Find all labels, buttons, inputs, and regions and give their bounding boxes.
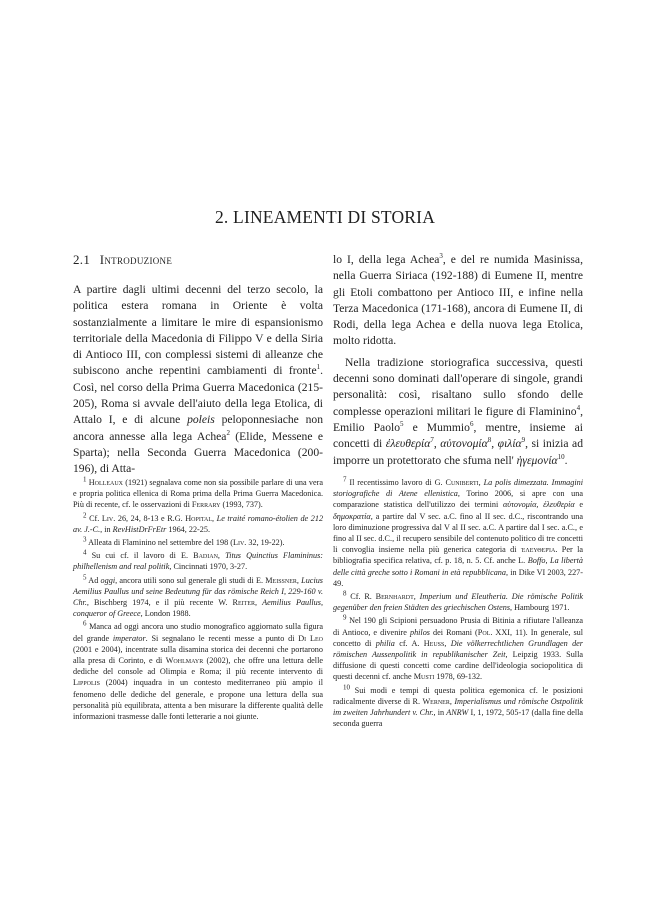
text-run: A partire dagli ultimi decenni del terzo secolo, la politica estera romana in Oriente è volta sostanzialmente a limitare le mire di espansionismo territoriale della Macedonia di Filippo V e della Siria di Antioco III, con complessi sistemi di alleanze che subiscono anche repentini cambiamenti di fronte — [73, 283, 323, 378]
footnote-text: Lucius Aemilius Paullus und seine Bedeutung für das römische Reich I, 229-160 v. Chr. — [73, 575, 323, 608]
text-run: . Così, nel corso della Prima Guerra Macedonica (215-205), Roma si avvale dell'aiuto della lega Etolica, di Attalo I, e di alcune — [73, 364, 323, 427]
footnote-text: , — [449, 696, 455, 706]
footnote-ref: 10 — [557, 452, 565, 461]
text-run: , si inizia ad imporre un protettorato che sfuma nell' — [333, 437, 584, 467]
footnote-text: Dike — [518, 567, 535, 577]
footnote-text: 1978, 69-132. — [434, 672, 483, 682]
section-heading — [73, 252, 323, 268]
footnote-2 — [73, 510, 324, 535]
footnotes-right — [333, 477, 583, 731]
footnote-text: , — [255, 598, 263, 608]
footnote-text: (2001 e 2004), incentrate sulla disamina storica dei decenni che portarono alla presa di Corinto, e di — [73, 644, 323, 666]
greek-term: ἐλευθερία — [385, 437, 431, 451]
text-run: (Elide, Messene e Sparta); nella Seconda Guerra Macedonica (200-196), di Atta- — [73, 429, 323, 476]
footnote-text: XXI, 11). In generale, sul concetto di — [333, 627, 583, 648]
footnote-ref: 1 — [316, 363, 321, 372]
footnote-ref: 3 — [439, 252, 443, 261]
text-run: , Emilio Paolo — [333, 404, 583, 434]
footnote-ref: 2 — [226, 428, 230, 437]
text-run: , — [491, 437, 498, 451]
footnote-text: Le traité romano-étolien de 212 av. J.-C. — [73, 513, 324, 534]
footnote-text: 26, 24, 8-13 e R.G. — [115, 513, 186, 523]
footnote-text: , Hambourg 1971. — [510, 603, 570, 613]
footnote-ref: 6 — [469, 420, 474, 429]
footnote-ref: 7 — [430, 436, 434, 445]
footnote-text: Su cui cf. il lavoro di E. — [91, 551, 194, 561]
footnote-text: VI 2003, 227-49. — [333, 567, 583, 588]
footnote-text: Imperialismus und römische Ostpolitik im zweiten Jahrhundert v. Chr. — [333, 696, 584, 718]
footnote-text: Boffo — [527, 556, 546, 566]
footnote-9 — [333, 615, 583, 682]
footnote-4 — [73, 550, 323, 572]
footnote-text: Manca ad oggi ancora uno studio monografico aggiornato sulla figura del grande — [73, 622, 323, 643]
footnote-number: 8 — [343, 589, 347, 598]
footnote-text: , ancora utili sono sul generale gli studi di E. — [115, 575, 266, 585]
right-column — [333, 252, 583, 469]
text-run: lo I, della lega Achea — [333, 253, 440, 266]
footnote-text: . Per la bibliografia specifica relativa, cf. p. 18, n. 5. Cf. anche L. — [333, 545, 583, 566]
footnote-text: ἐλευθερία — [520, 545, 556, 555]
footnote-text: , Leipzig 1933. Sulla diffusione di questi concetti come cardine dell'ideologia sociopolitica di questi decenni cf. anche — [333, 650, 583, 682]
footnote-text: Holleaux — [88, 478, 124, 487]
footnote-6 — [73, 621, 323, 722]
footnote-ref: 9 — [521, 436, 526, 445]
footnote-number: 1 — [83, 475, 87, 484]
text-run: , e del re numida Masinissa, nella Guerra Siriaca (192-188) di Eumene II, mentre gli Etoli combattono per Antioco III, e infine nella Terza Macedonica (171-168), ancora di Eumene II, di Rodi, della lega Achea e della nuova lega Etolica, molto ridotta. — [333, 253, 583, 348]
footnote-text: 1964, 22-25. — [166, 524, 210, 534]
footnote-text: , — [478, 478, 484, 487]
footnote-text: Cuniberti — [445, 478, 479, 487]
section-number: 2.1 — [73, 252, 91, 267]
footnote-text: Lippolis — [73, 678, 101, 688]
footnote-text: , — [296, 575, 302, 585]
footnote-text: RevHistDrFrEtr — [112, 524, 167, 534]
footnote-text: Ferrary — [191, 500, 221, 510]
footnote-text: δημοκρατία — [333, 511, 371, 521]
greek-term: αὐτονομία — [440, 437, 488, 451]
text-run: peloponnesiache non ancora annesse alla lega Achea — [73, 413, 323, 443]
footnote-ref: 5 — [400, 420, 404, 429]
footnote-text: Nel 190 gli Scipioni persuadono Prusia di Bitinia a rifiutare l'alleanza di Antioco, e divenire — [333, 616, 583, 637]
footnote-text: Die völkerrechtlichen Grundlagen der römischen Aussenpolitik in republikanischer Zeit — [333, 638, 583, 660]
footnote-text: dei Romani ( — [430, 627, 478, 637]
footnote-10 — [333, 682, 584, 730]
footnote-text: Di Leo — [298, 633, 323, 643]
footnote-text: Wohlmayr — [165, 656, 204, 666]
footnote-text: philos — [409, 627, 430, 637]
footnote-text: Musti — [413, 672, 435, 682]
text-run: e Mummio — [403, 420, 470, 434]
footnote-text: , Torino 2006, si apre con una comparazione statistica dell'utilizzo dei termini — [333, 489, 583, 510]
footnote-number: 9 — [343, 613, 347, 622]
footnote-ref: 8 — [487, 436, 492, 445]
footnote-text: Bernhardt — [375, 592, 414, 602]
footnote-text: , in — [100, 524, 113, 534]
footnote-text: , Cincinnati 1970, 3-27. — [169, 562, 248, 572]
footnote-text: Liv. — [232, 538, 247, 548]
footnote-text: , a partire dal V sec. a.C. fino al II sec. d.C., riscontrando una loro diminuzione progressiva dal V al II sec. a.C. A partire dal I sec. a.C., e fino al II sec. d.C., il recupero sensibile del contenuto politico di tre concetti li convoglia insieme nella più generica categoria di — [333, 511, 583, 555]
footnote-text: imperator — [112, 633, 146, 643]
paragraph-continuation — [333, 252, 583, 350]
footnote-number: 4 — [83, 548, 87, 557]
footnote-number: 7 — [343, 475, 347, 484]
footnote-ref: 4 — [576, 403, 581, 412]
footnote-text: , in — [433, 708, 447, 718]
footnote-text: oggi — [100, 575, 116, 585]
footnote-text: Werner — [422, 696, 450, 706]
footnote-text: (1921) segnalava come non sia possibile parlare di una vera e propria politica ellenica di Roma prima della Prima Guerra Macedonica. Più di recente, cf. le osservazioni di — [73, 478, 323, 510]
footnote-text: Titus Quinctius Flamininus: philhellenism and real politik — [73, 551, 324, 572]
footnote-text: , — [545, 556, 551, 566]
footnote-text: , London 1988. — [140, 609, 191, 619]
footnote-text: La libertà delle città greche sotto i Romani in età repubblicana — [333, 556, 584, 577]
footnote-text: (2004) inquadra in un contesto mediterraneo più ampio il fenomeno delle dediche del generale, e propone una lettura della sua personalità più equilibrata, attenta a ben misurare la differente qualità delle informazioni trasmesse dalle fonti letterarie a noi giunte. — [73, 678, 323, 722]
footnote-5 — [73, 572, 324, 620]
footnote-text: Heuss — [423, 638, 445, 648]
footnote-text: Cf. — [89, 513, 102, 523]
footnote-text: La polis dimezzata. Immagini storiografiche di Atene ellenistica — [333, 478, 584, 499]
footnote-text: , — [444, 638, 451, 648]
footnote-text: Sui modi e tempi di questa politica egemonica cf. le posizioni radicalmente diverse di R. — [333, 685, 584, 706]
greek-term: φιλία — [497, 437, 522, 451]
text-run: , mentre, insieme ai concetti di — [333, 420, 583, 451]
footnote-text: Meissner — [265, 575, 297, 585]
footnote-number: 6 — [83, 619, 87, 628]
footnote-text: 32, 19-22). — [246, 538, 285, 548]
paragraph-intro — [73, 282, 323, 478]
footnote-text: Badian — [193, 551, 218, 561]
text-run: . — [564, 453, 568, 467]
footnote-text: , — [212, 513, 217, 523]
footnote-text: Hopital — [185, 513, 213, 523]
emphasis: poleis — [187, 413, 215, 427]
footnote-7 — [333, 477, 583, 589]
text-run: Nella tradizione storiografica successiva, questi decenni sono dominati dall'operare di singole, grandi personalità: così, risaltano sullo sfondo delle complesse operazioni militari le figure di Flaminino — [333, 355, 583, 418]
footnote-text: , — [413, 592, 420, 602]
footnote-text: Imperium und Eleutheria. Die römische Politik gegenüber den freien Städten des griechischen Ostens — [333, 592, 583, 613]
footnote-text: Ad — [88, 575, 101, 585]
section-title: Introduzione — [99, 252, 173, 267]
footnote-8 — [333, 591, 583, 613]
footnote-text: , in — [506, 567, 519, 577]
footnote-text: Aemilius Paullus, conqueror of Greece — [73, 598, 324, 619]
footnote-text: Reiter — [232, 598, 255, 608]
paragraph-tradition — [333, 355, 583, 469]
footnote-text: e — [574, 500, 583, 510]
footnotes-left — [73, 477, 323, 724]
text-run: , — [433, 437, 441, 451]
left-column — [73, 252, 323, 478]
footnote-text: (1993, 737). — [220, 500, 263, 510]
footnote-text: , — [217, 551, 226, 561]
footnote-text: Alleata di Flaminino nel settembre del 198 ( — [88, 538, 233, 548]
footnote-text: αὐτονομία, ἐλευθερία — [502, 500, 575, 510]
footnote-text: cf. A. — [394, 638, 424, 648]
footnote-text: ANRW — [446, 708, 469, 718]
greek-term: ἡγεμονία — [516, 453, 558, 467]
footnote-text: . Si segnalano le recenti messe a punto di — [145, 633, 299, 643]
footnote-text: philia — [375, 638, 395, 648]
footnote-text: , Bischberg 1974, e il più recente W. — [86, 598, 233, 608]
footnote-text: (2002), che offre una lettura delle dediche del console ad Olimpia e Roma; il più recente intervento di — [73, 656, 323, 677]
footnote-number: 3 — [83, 535, 87, 544]
footnote-number: 2 — [83, 510, 87, 519]
footnote-3 — [73, 537, 323, 548]
footnote-number: 5 — [83, 572, 87, 581]
footnote-text: I, 1, 1972, 505-17 (dalla fine della seconda guerra — [333, 708, 584, 729]
footnote-1 — [73, 477, 323, 511]
chapter-title: 2. LINEAMENTI DI STORIA — [214, 207, 436, 227]
footnote-text: Liv. — [101, 513, 116, 523]
footnote-text: Pol. — [477, 627, 493, 637]
footnote-text: Il recentissimo lavoro di G. — [349, 478, 446, 487]
footnote-text: Cf. R. — [350, 592, 376, 602]
footnote-number: 10 — [343, 682, 350, 691]
